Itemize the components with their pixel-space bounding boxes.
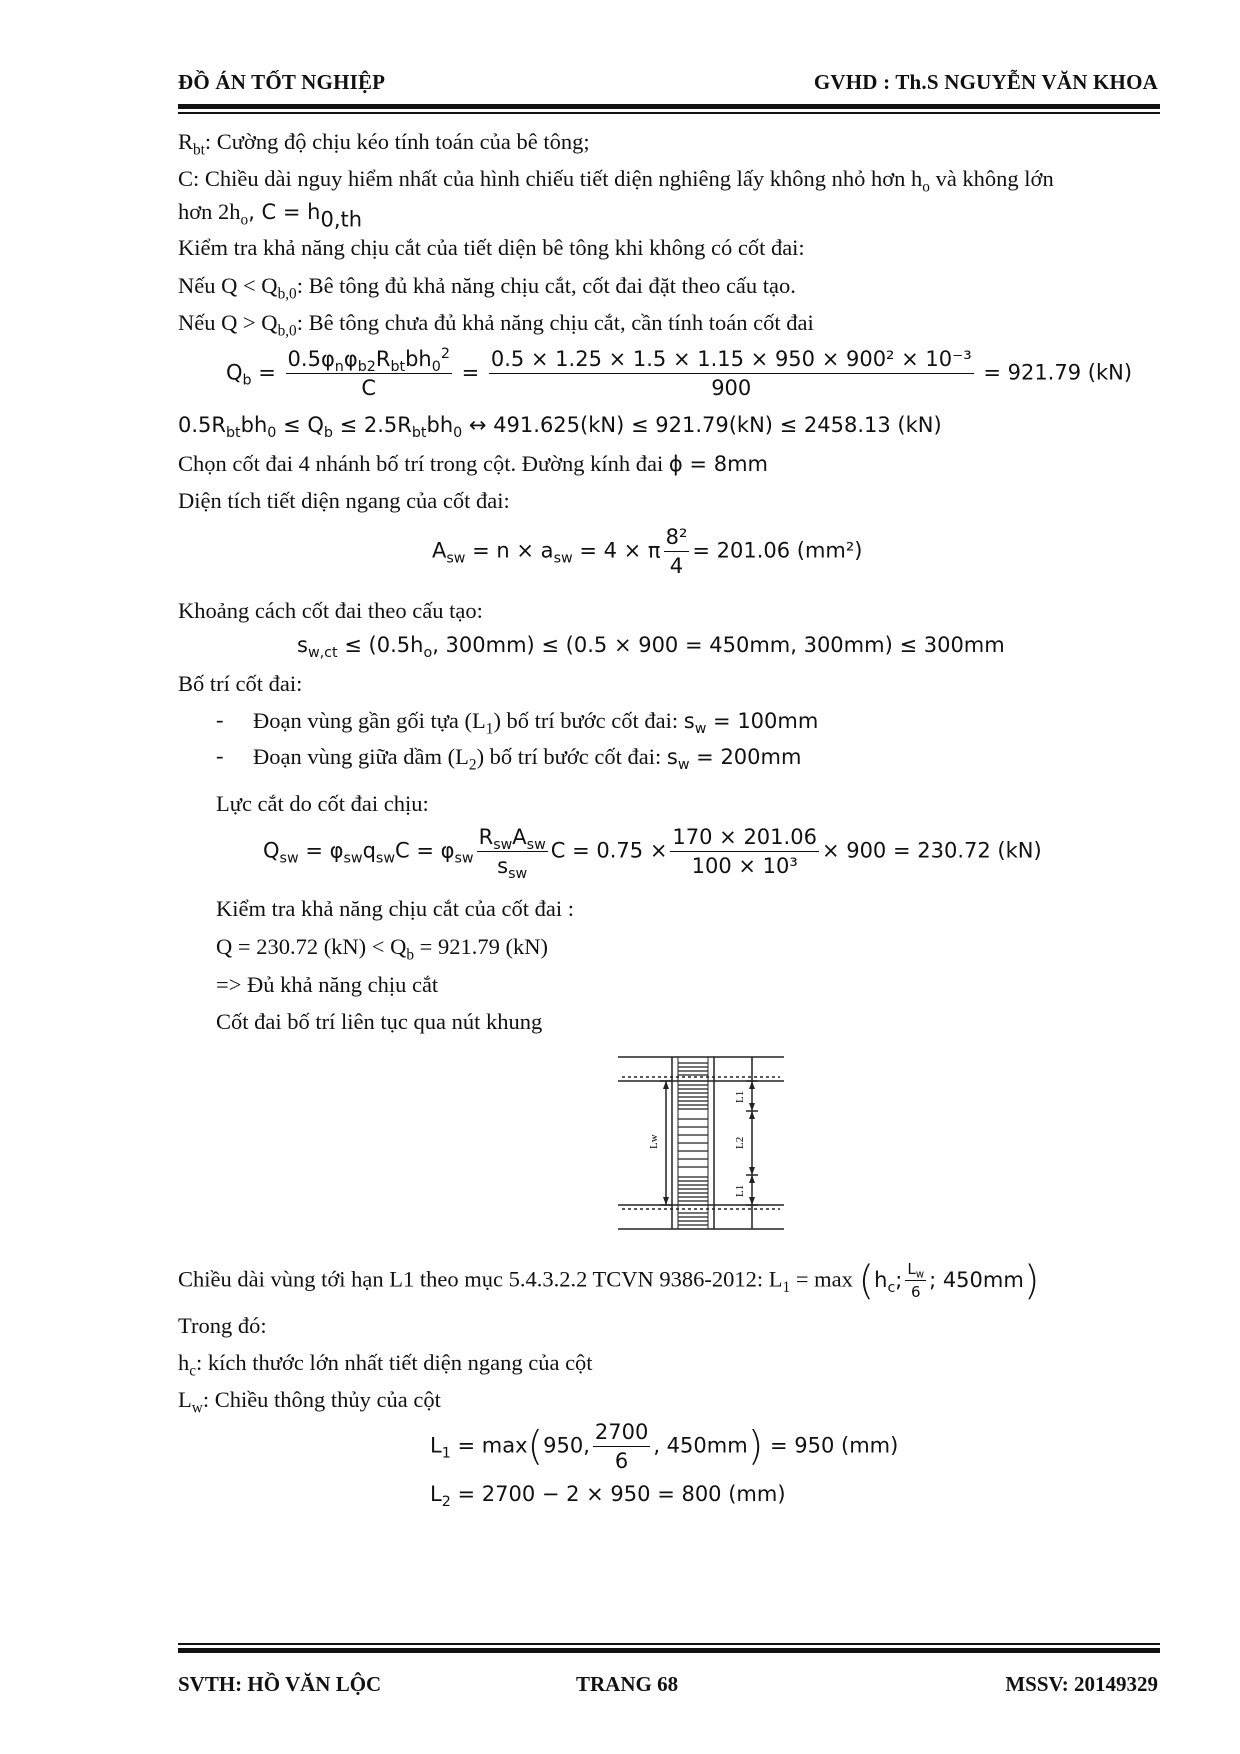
figure-label-l1-bottom: L1 [734, 1184, 746, 1197]
bullet-l1: Đoạn vùng gần gối tựa $(L_1)$ bố trí bước cốt đai: $s_w = 100mm$ [253, 708, 819, 738]
bullet-mark: - [216, 743, 224, 768]
text-line-lw: $L_w$: Chiều thông thủy của cột [178, 1387, 441, 1417]
text-line-rbt: $R_{bt}$: Cường độ chịu kéo tính toán của bê tông; [178, 129, 590, 159]
equation-qsw: $Q_{sw} = \varphi_{sw}q_{sw}C = \varphi_{sw}$ $\frac{R_{sw}A_{sw}}{s_{sw}}$ C = 0.75 × $\frac{170 \times 201.06}{\text{100 × 10³}}$ × 900 = 230.72 (kN) [263, 825, 1042, 882]
text-line-continuous: Cốt đai bố trí liên tục qua nút khung [216, 1009, 543, 1034]
equation-l1: $L_1 = \max(950$, $\frac{2700}{6}$ , 450mm) = 950 (mm) [430, 1420, 899, 1473]
text-line-area: Diện tích tiết diện ngang của cốt đai: [178, 488, 510, 513]
equation-l2: $L_2 = 2700 - 2 \times 950 = 800$ (mm) [430, 1482, 786, 1510]
text-line-conclusion: => Đủ khả năng chịu cắt [216, 972, 439, 997]
footer-rule-thin [178, 1643, 1160, 1645]
text-line-c-def-cont: hơn $2h_o$, $C = h_{0,th}$ [178, 199, 363, 232]
text-line-hc: $h_c$: kích thước lớn nhất tiết diện ngang của cột [178, 1350, 593, 1380]
text-line-where: Trong đó: [178, 1313, 267, 1338]
footer-rule-thick [178, 1648, 1160, 1653]
text-line-if-greater: Nếu $Q > Q_{b,0}$: Bê tông chưa đủ khả năng chịu cắt, cần tính toán cốt đai [178, 310, 814, 340]
footer-student-id: MSSV: 20149329 [1005, 1672, 1158, 1696]
equation-qb-range: $0.5R_{bt}bh_0 \le Q_b \le 2.5R_{bt}bh_0$ ↔ 491.625(kN) ≤ 921.79(kN) ≤ 2458.13 (kN) [178, 413, 942, 441]
equation-qb: $Q_b$ = $\frac{0.5\varphi_n\varphi_{b2}R_{bt}bh_0^2}{C}$ = $\frac{\text{0.5 × 1.25 × 1.5 × 1.15 × 950 × 900² × 10⁻³}}{900}$ = 921.79 (kN) [226, 346, 1133, 400]
header-rule-thick [178, 104, 1160, 109]
bullet-mark: - [216, 707, 224, 732]
bullet-l2: Đoạn vùng giữa dầm $(L_2)$ bố trí bước cốt đai: $s_w = 200mm$ [253, 744, 802, 774]
header-title: ĐỒ ÁN TỐT NGHIỆP [178, 70, 386, 94]
equation-swct: $s_{w,ct} \le (0.5h_o$, 300mm) ≤ (0.5 × 900 = 450mm, 300mm) ≤ 300mm [297, 633, 1005, 661]
text-line-if-less: Nếu $Q < Q_{b,0}$: Bê tông đủ khả năng chịu cắt, cốt đai đặt theo cấu tạo. [178, 273, 796, 303]
header-advisor: GVHD : Th.S NGUYỄN VĂN KHOA [813, 70, 1158, 94]
frame-node-figure [612, 1055, 812, 1245]
text-line-spacing: Khoảng cách cốt đai theo cấu tạo: [178, 598, 483, 623]
figure-label-lw: Lw [648, 1134, 660, 1149]
text-line-q-compare: Q = 230.72 $(kN) < Q_b = 921.79$ (kN) [216, 934, 548, 964]
text-line-shear-stirrup: Lực cắt do cốt đai chịu: [216, 791, 429, 816]
figure-label-l2: L2 [734, 1136, 746, 1149]
text-line-check-concrete: Kiểm tra khả năng chịu cắt của tiết diện bê tông khi không có cốt đai: [178, 235, 805, 260]
text-line-arrange: Bố trí cốt đai: [178, 671, 303, 696]
header-rule-thin [178, 112, 1160, 114]
text-line-c-def: C: Chiều dài nguy hiểm nhất của hình chiếu tiết diện nghiêng lấy không nhỏ hơn $h_o$ và không lớn [178, 166, 1054, 196]
text-line-check-stirrup: Kiểm tra khả năng chịu cắt của cốt đai : [216, 896, 574, 921]
text-line-critical-length: Chiều dài vùng tới hạn L1 theo mục 5.4.3.2.2 TCVN 9386-2012: $L_1 = \max (h_c$; $\frac{L_w}{6}$ ; 450mm) [178, 1257, 1040, 1304]
text-line-choose-stirrup: Chọn cốt đai 4 nhánh bố trí trong cột. Đường kính đai ϕ = 8mm [178, 451, 768, 476]
equation-asw: $A_{sw} = n \times a_{sw} = 4 \times \pi$ $\frac{\text{8²}}{4}$ = 201.06 (mm²) [432, 525, 863, 578]
footer-page-number: TRANG 68 [576, 1672, 679, 1696]
figure-label-l1-top: L1 [734, 1090, 746, 1103]
footer-student: SVTH: HỒ VĂN LỘC [178, 1672, 382, 1696]
